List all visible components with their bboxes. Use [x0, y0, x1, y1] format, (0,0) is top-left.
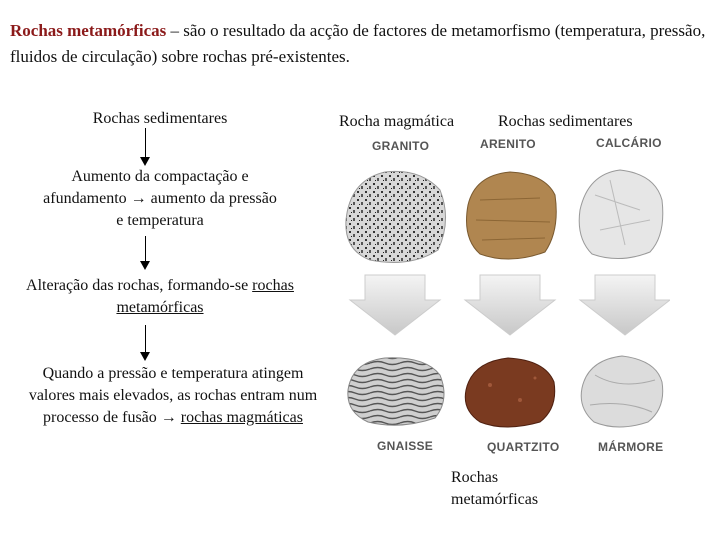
calcario-rock	[579, 170, 663, 259]
flow-arrow-3-line	[145, 325, 146, 353]
flow-step-alteration	[25, 275, 295, 319]
flow-start-label: Rochas sedimentares	[92, 110, 228, 127]
flow-arrow-1-head	[140, 157, 150, 166]
transform-arrow-1	[350, 275, 440, 335]
magmatic-rocks-link[interactable]: rochas magmáticas	[180, 409, 303, 426]
metamorphic-rocks-link[interactable]: rochas metamórficas	[116, 277, 294, 316]
intro-paragraph	[10, 18, 710, 70]
rock-label-gnaisse: GNAISSE	[377, 439, 434, 453]
flow-arrow-1-line	[145, 128, 146, 158]
rock-label-granito: GRANITO	[372, 139, 430, 153]
transform-arrow-3	[580, 275, 670, 335]
flow-arrow-3-head	[140, 352, 150, 361]
flow-step-fusion-text: Quando a pressão e temperatura atingem valores mais elevados, as rochas entram num processo de fusão →	[28, 365, 318, 426]
gnaisse-rock	[348, 358, 444, 425]
metamorphic-caption: Rochas metamórficas	[451, 469, 539, 508]
intro-text: – são o resultado da acção de factores de metamorfismo (temperatura, pressão, fluidos de circulação) sobre rochas pré-existentes.	[10, 21, 706, 66]
transform-arrow-2	[465, 275, 555, 335]
rock-label-arenito: ARENITO	[480, 137, 536, 151]
header-sedimentary: Rochas sedimentares	[498, 113, 633, 130]
quartzito-rock	[465, 358, 554, 427]
rock-figure	[340, 150, 670, 440]
rock-label-quartzito: QUARTZITO	[487, 440, 560, 454]
flow-arrow-2-line	[145, 236, 146, 262]
flow-step-compaction: Aumento da compactação e afundamento → aumento da pressão e temperatura	[43, 168, 277, 229]
arenito-rock	[467, 172, 557, 259]
rock-label-marmore: MÁRMORE	[598, 440, 664, 454]
intro-highlight: Rochas metamórficas	[10, 21, 167, 40]
flow-step-alteration-text: Alteração das rochas, formando-se	[26, 277, 253, 294]
flow-arrow-2-head	[140, 261, 150, 270]
marmore-rock	[581, 356, 663, 427]
flow-step-fusion	[28, 363, 318, 429]
rock-label-calcario: CALCÁRIO	[596, 136, 662, 150]
granito-rock	[346, 171, 446, 262]
header-magmatic: Rocha magmática	[339, 113, 455, 130]
